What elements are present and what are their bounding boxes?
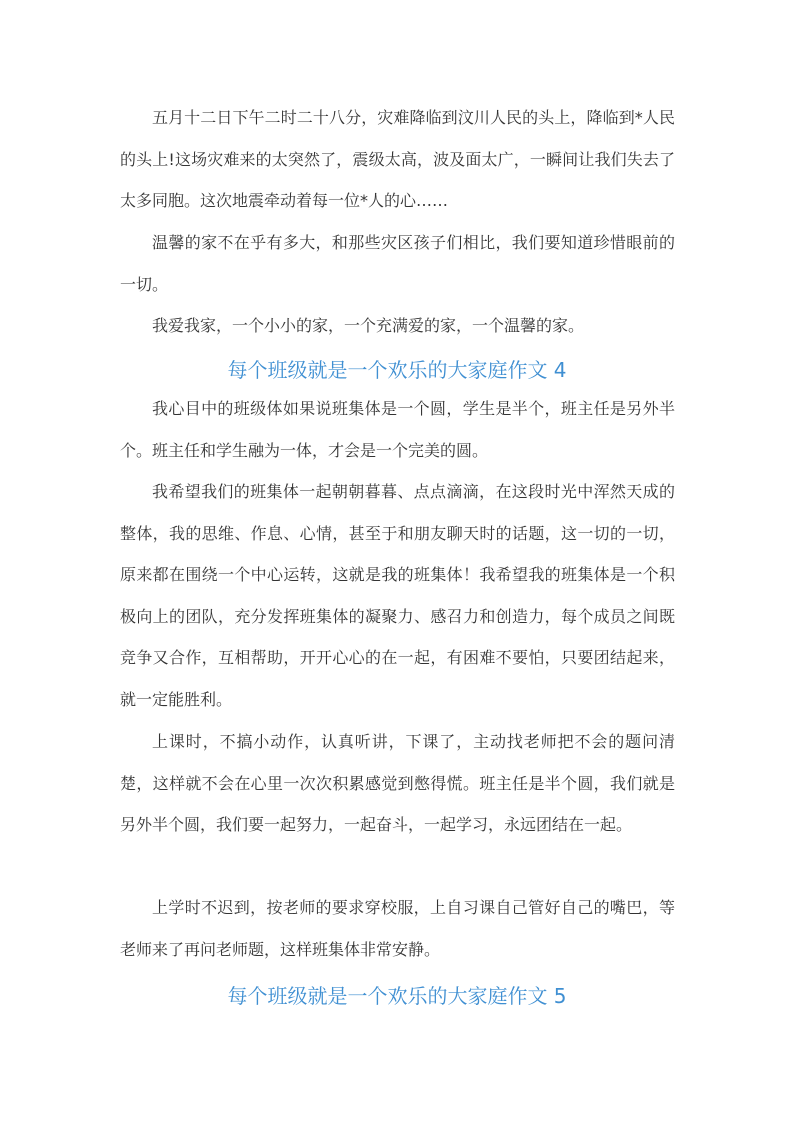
paragraph-warm-home: 温馨的家不在乎有多大，和那些灾区孩子们相比，我们要知道珍惜眼前的一切。	[120, 233, 675, 294]
paragraph-class-circle: 我心目中的班级体如果说班集体是一个圆，学生是半个，班主任是另外半个。班主任和学生融为一体，才会是一个完美的圆。	[120, 399, 675, 460]
paragraph-love-home: 我爱我家，一个小小的家，一个充满爱的家，一个温馨的家。	[152, 316, 585, 335]
paragraph-class-lesson: 上课时，不搞小动作，认真听讲，下课了，主动找老师把不会的题问清楚，这样就不会在心里一次次积累感觉到憋得慌。班主任是半个圆，我们就是另外半个圆，我们要一起努力，一起奋斗，一起学习，永远团结在一起。	[120, 732, 675, 835]
essay-5-heading: 每个班级就是一个欢乐的大家庭作文 5	[227, 984, 567, 1008]
paragraph-class-hope: 我希望我们的班集体一起朝朝暮暮、点点滴滴，在这段时光中浑然天成的整体，我的思维、作息、心情，甚至于和朋友聊天时的话题，这一切的一切，原来都在围绕一个中心运转，这就是我的班集体！我希望我的班集体是一个积极向上的团队，充分发挥班集体的凝聚力、感召力和创造力，每个成员之间既竞争又合作，互相帮助，开开心心的在一起，有困难不要怕，只要团结起来，就一定能胜利。	[120, 482, 675, 709]
paragraph-earthquake: 五月十二日下午二时二十八分，灾难降临到汶川人民的头上，降临到*人民的头上!这场灾难来的太突然了，震级太高，波及面太广，一瞬间让我们失去了太多同胞。这次地震牵动着每一位*人的心……	[120, 108, 675, 211]
essay-4-heading: 每个班级就是一个欢乐的大家庭作文 4	[227, 358, 567, 382]
paragraph-class-school: 上学时不迟到，按老师的要求穿校服，上自习课自己管好自己的嘴巴，等老师来了再问老师题，这样班集体非常安静。	[120, 898, 675, 959]
